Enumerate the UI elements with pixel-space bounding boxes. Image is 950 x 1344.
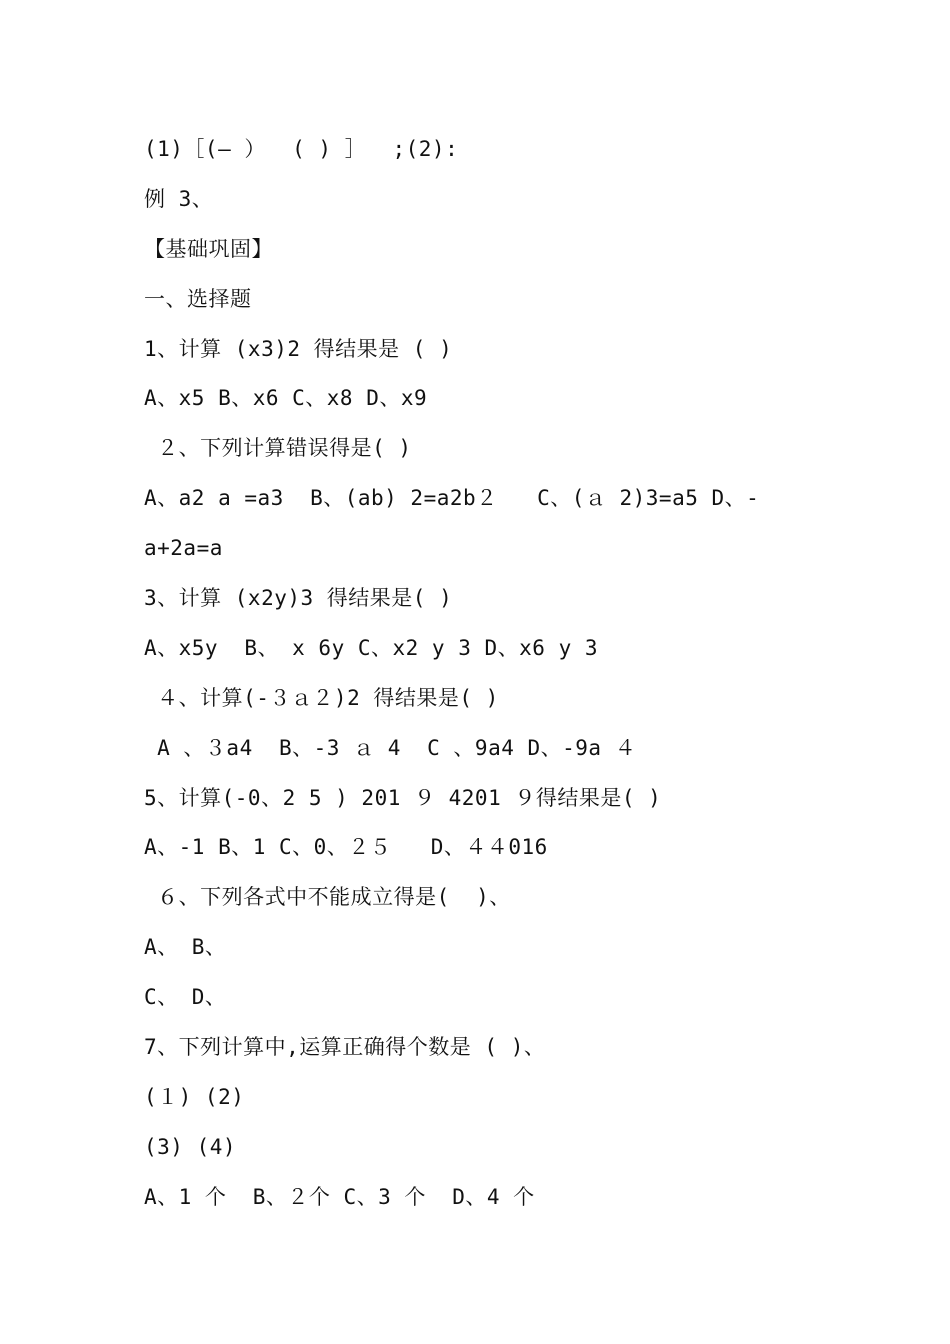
question-7-options: A、1 个 B、２个 C、3 个 D、4 个 bbox=[144, 1184, 535, 1209]
question-7-items-1-2: (１) (2) bbox=[144, 1084, 245, 1109]
question-1: 1、计算 (x3)2 得结果是 ( ) bbox=[144, 336, 453, 361]
section-heading-multiple-choice: 一、选择题 bbox=[144, 286, 252, 311]
question-6-options-cd: C、 D、 bbox=[144, 985, 227, 1010]
question-3-options: A、x5y B、 x 6y C、x2 y 3 D、x6 y 3 bbox=[144, 635, 599, 660]
text-line-example3: 例 3、 bbox=[144, 186, 214, 211]
question-2-options: A、a2 a =a3 B、(ab) 2=a2b２ C、(ａ 2)3=a5 D、- bbox=[144, 486, 760, 511]
section-heading-basic-consolidation: 【基础巩固】 bbox=[144, 236, 273, 261]
question-4: ４、计算(-３ａ２)2 得结果是( ) bbox=[144, 685, 499, 710]
question-7: 7、下列计算中,运算正确得个数是 ( )、 bbox=[144, 1035, 546, 1060]
question-2-options-continued: a+2a=a bbox=[144, 536, 223, 561]
document-body bbox=[144, 125, 824, 1223]
question-4-options: A 、３a4 B、-3 ａ 4 C 、9a4 D、-9a ４ bbox=[144, 735, 637, 760]
question-7-items-3-4: (3) (4) bbox=[144, 1134, 237, 1159]
question-6: ６、下列各式中不能成立得是( )、 bbox=[144, 885, 511, 910]
question-1-options: A、x5 B、x6 C、x8 D、x9 bbox=[144, 386, 428, 411]
question-2: ２、下列计算错误得是( ) bbox=[144, 436, 412, 461]
question-5: 5、计算(-0、2 5 ) 201 ９ 4201 ９得结果是( ) bbox=[144, 785, 662, 810]
text-line-example2-parts: (1)［(— ） ( ) ］ ;(2): bbox=[144, 137, 459, 161]
question-6-options-ab: A、 B、 bbox=[144, 935, 227, 960]
question-3: 3、计算 (x2y)3 得结果是( ) bbox=[144, 586, 453, 611]
question-5-options: A、-1 B、1 C、0、２５ D、４４016 bbox=[144, 835, 548, 860]
